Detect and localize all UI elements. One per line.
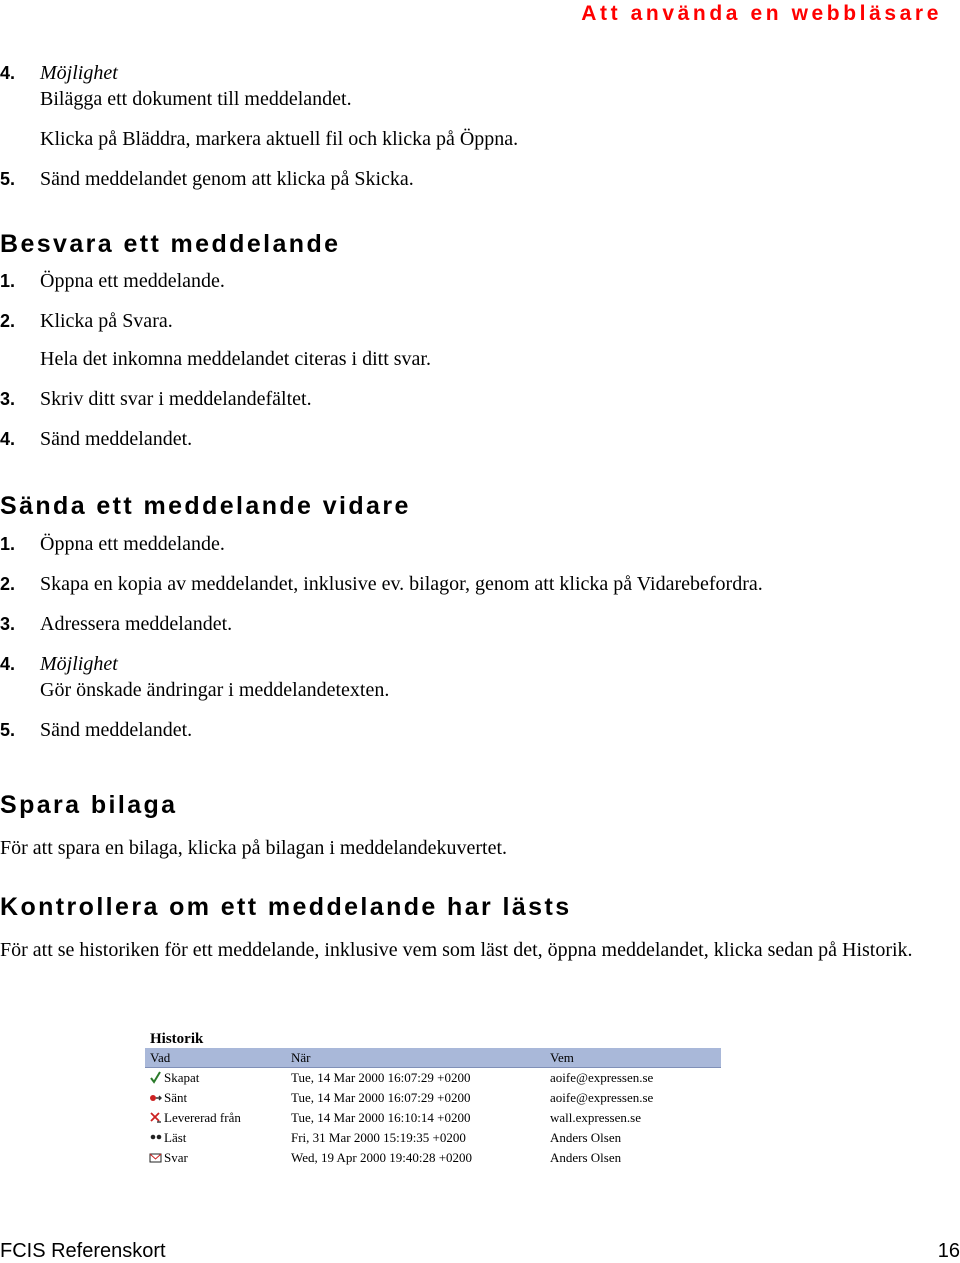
step-text: Skriv ditt svar i meddelandefältet. <box>40 388 312 410</box>
vidare-step-5 <box>0 717 950 743</box>
cell-what-label: Sänt <box>164 1090 188 1105</box>
column-header-when: När <box>291 1050 311 1065</box>
step-number: 4. <box>0 654 16 674</box>
vidare-step-2 <box>0 571 950 597</box>
table-row <box>145 1088 725 1108</box>
history-title: Historik <box>150 1031 204 1047</box>
step-send <box>0 166 950 192</box>
delivered-icon <box>149 1111 162 1124</box>
step-number: 4. <box>0 63 16 83</box>
step-text: Bilägga ett dokument till meddelandet. <box>40 88 352 110</box>
step-text: Gör önskade ändringar i meddelandetexten. <box>40 679 390 701</box>
besvara-step-4 <box>0 426 950 452</box>
vidare-step-1 <box>0 531 950 557</box>
sent-icon <box>149 1091 162 1104</box>
spara-text: För att spara en bilaga, klicka på bilagan i meddelandekuvertet. <box>0 837 508 859</box>
table-row <box>145 1068 725 1088</box>
step-number: 5. <box>0 720 16 740</box>
cell-when: Tue, 14 Mar 2000 16:10:14 +0200 <box>291 1110 471 1125</box>
step-text: Öppna ett meddelande. <box>40 270 225 292</box>
step-attach <box>0 60 950 112</box>
read-icon <box>149 1131 162 1144</box>
step-number: 3. <box>0 389 16 409</box>
footer-title: FCIS Referenskort <box>0 1240 166 1262</box>
step-text: Skapa en kopia av meddelandet, inklusive ev. bilagor, genom att klicka på Vidarebefordra. <box>40 573 763 595</box>
besvara-step-1 <box>0 268 950 294</box>
cell-who: aoife@expressen.se <box>550 1090 654 1105</box>
step-number: 1. <box>0 271 16 291</box>
step-number: 1. <box>0 534 16 554</box>
column-header-who: Vem <box>550 1050 574 1065</box>
step-number: 5. <box>0 169 16 189</box>
besvara-step-2 <box>0 308 950 334</box>
step-number: 4. <box>0 429 16 449</box>
cell-what-label: Levererad från <box>164 1110 241 1125</box>
step-text: Klicka på Svara. <box>40 310 173 332</box>
history-panel <box>145 1030 725 1168</box>
step-number: 2. <box>0 574 16 594</box>
cell-what-label: Svar <box>164 1150 188 1165</box>
step-label-option: Möjlighet <box>40 62 118 84</box>
table-row <box>145 1148 725 1168</box>
besvara-step-2-note: Hela det inkomna meddelandet citeras i ditt svar. <box>40 348 431 370</box>
heading-spara: Spara bilaga <box>0 791 178 819</box>
cell-what-label: Skapat <box>164 1070 200 1085</box>
cell-when: Wed, 19 Apr 2000 19:40:28 +0200 <box>291 1150 473 1165</box>
step-text: Sänd meddelandet. <box>40 719 193 741</box>
cell-when: Fri, 31 Mar 2000 15:19:35 +0200 <box>291 1130 466 1145</box>
step-label-option: Möjlighet <box>40 653 118 675</box>
step-number: 3. <box>0 614 16 634</box>
cell-who: Anders Olsen <box>550 1130 622 1145</box>
besvara-step-3 <box>0 386 950 412</box>
heading-besvara: Besvara ett meddelande <box>0 230 341 258</box>
table-row <box>145 1128 725 1148</box>
document-body <box>0 60 950 963</box>
cell-who: Anders Olsen <box>550 1150 622 1165</box>
page-number: 16 <box>937 1240 960 1262</box>
step-continuation: Klicka på Bläddra, markera aktuell fil och klicka på Öppna. <box>40 128 519 150</box>
cell-who: aoife@expressen.se <box>550 1070 654 1085</box>
step-text: Adressera meddelandet. <box>40 613 233 635</box>
cell-when: Tue, 14 Mar 2000 16:07:29 +0200 <box>291 1090 471 1105</box>
step-text: Sänd meddelandet genom att klicka på Skicka. <box>40 168 414 190</box>
checkmark-icon <box>149 1071 162 1084</box>
heading-kontrollera: Kontrollera om ett meddelande har lästs <box>0 893 572 921</box>
running-header: Att använda en webbläsare <box>581 2 942 25</box>
table-row <box>145 1108 725 1128</box>
step-text: Sänd meddelandet. <box>40 428 193 450</box>
cell-who: wall.expressen.se <box>550 1110 641 1125</box>
step-text: Öppna ett meddelande. <box>40 533 225 555</box>
history-header-row <box>145 1048 721 1068</box>
kontrollera-text: För att se historiken för ett meddelande, inklusive vem som läst det, öppna meddelandet, klicka sedan på Historik. <box>0 939 913 961</box>
column-header-what: Vad <box>150 1050 171 1065</box>
vidare-step-4 <box>0 651 950 703</box>
step-number: 2. <box>0 311 16 331</box>
cell-when: Tue, 14 Mar 2000 16:07:29 +0200 <box>291 1070 471 1085</box>
heading-vidare: Sända ett meddelande vidare <box>0 492 411 520</box>
cell-what-label: Läst <box>164 1130 187 1145</box>
reply-icon <box>149 1151 162 1164</box>
vidare-step-3 <box>0 611 950 637</box>
